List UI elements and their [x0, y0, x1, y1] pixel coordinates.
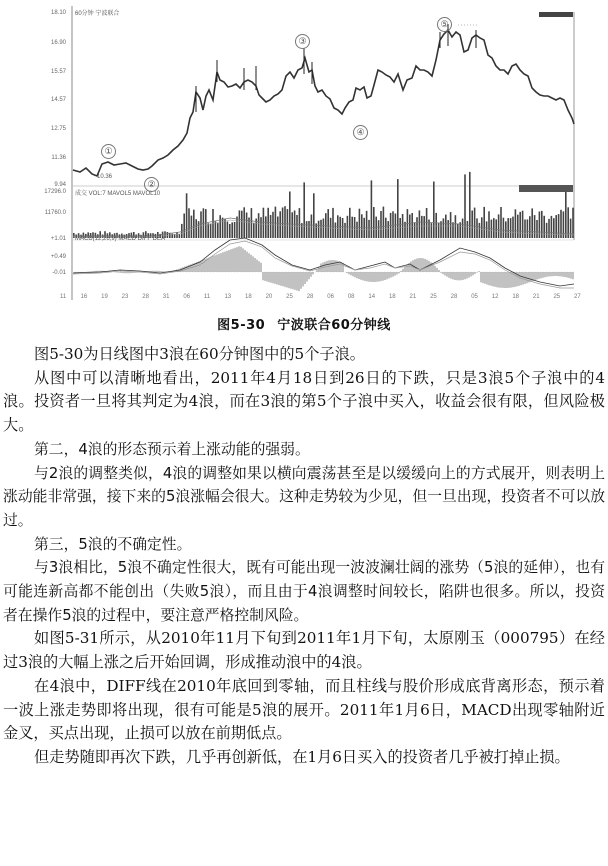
- article-body: [3, 343, 605, 770]
- x-axis-tick: 08: [347, 294, 355, 300]
- x-axis-tick: 06: [327, 294, 334, 300]
- price-axis-label: 18.10: [50, 10, 66, 16]
- price-axis-label: 16.90: [50, 40, 66, 46]
- chart-title: 60分钟 宁波联合: [75, 11, 120, 17]
- x-axis-tick: 28: [306, 294, 314, 300]
- x-axis-tick: 23: [121, 294, 129, 300]
- x-axis-tick: 18: [512, 294, 519, 300]
- volume-legend: 成交 VOL:7 MAVOL5 MAVOL10: [75, 191, 161, 197]
- volume-axis-label: 17296.0: [44, 189, 66, 195]
- price-axis-label: 14.57: [50, 97, 66, 103]
- wave-label-5: ⑤: [437, 17, 452, 32]
- wave-label-1: ①: [101, 144, 116, 159]
- wave-label-3: ③: [295, 34, 310, 49]
- macd-axis-label: +1.01: [50, 236, 66, 242]
- x-axis-tick: 13: [224, 294, 232, 300]
- price-axis-label: 9.94: [54, 182, 66, 188]
- x-axis-tick: 11: [60, 294, 67, 300]
- x-axis-tick: 06: [183, 294, 191, 300]
- x-axis-tick: 18: [388, 294, 396, 300]
- x-axis-tick: 28: [142, 294, 149, 300]
- x-axis-tick: 21: [532, 294, 540, 300]
- wave-label-4: ④: [353, 125, 368, 140]
- stock-chart: [0, 0, 608, 305]
- price-axis-label: 12.75: [50, 126, 66, 132]
- figure-number: 图5-30: [217, 318, 266, 333]
- volume-axis-label: 11760.0: [44, 210, 66, 216]
- x-axis-tick: 31: [162, 294, 170, 300]
- x-axis-tick: 18: [245, 294, 252, 300]
- section-heading: 第二，4浪的形态预示着上涨动能的强弱。: [34, 440, 310, 458]
- x-axis-tick: 25: [430, 294, 437, 300]
- paragraph: 与3浪相比，5浪不确定性很大，既有可能出现一波波澜壮阔的涨势（5浪的延伸），也有可能连新高都不能创出（失败5浪），而且由于4浪调整时间较长，陷阱也很多。所以，投资者在操作5浪的过程中，要注意严格控制风险。: [3, 559, 605, 624]
- x-axis-tick: 05: [471, 294, 478, 300]
- paragraph: 如图5-31所示，从2010年11月下旬到2011年1月下旬，太原刚玉（000795）在经过3浪的大幅上涨之后开始回调，形成推动浪中的4浪。: [3, 629, 605, 672]
- paragraph: 图5-30为日线图中3浪在60分钟图中的5个子浪。: [34, 345, 365, 363]
- x-axis-tick: 27: [574, 294, 581, 300]
- x-axis-tick: 25: [286, 294, 293, 300]
- x-axis-tick: 14: [368, 294, 376, 300]
- macd-legend: MACD(12,26,9) MACD DIFF DEA: [75, 236, 166, 242]
- low-price-mark: 10.36: [97, 174, 113, 180]
- paragraph: 从图中可以清晰地看出，2011年4月18日到26日的下跌，只是3浪5个子浪中的4浪。投资者一旦将其判定为4浪，而在3浪的第5个子浪中买入，收益会很有限，但风险极大。: [3, 368, 605, 435]
- macd-axis-label: -0.01: [52, 270, 66, 276]
- x-axis-tick: 21: [409, 294, 417, 300]
- figure-caption: [0, 314, 608, 333]
- macd-axis-label: +0.49: [50, 254, 66, 260]
- paragraph: 与2浪的调整类似，4浪的调整如果以横向震荡甚至是以缓缓向上的方式展开，则表明上涨动能非常强，接下来的5浪涨幅会很大。这种走势较为少见，但一旦出现，投资者不可以放过。: [3, 464, 605, 529]
- paragraph: 在4浪中，DIFF线在2010年底回到零轴，而且柱线与股价形成底背离形态，预示着一波上涨走势即将出现，很有可能是5浪的展开。2011年1月6日，MACD出现零轴附近金叉，买点出现，止损可以放在前期低点。: [3, 676, 605, 743]
- price-axis-label: 15.57: [50, 69, 66, 75]
- price-axis-label: 11.36: [51, 155, 66, 161]
- wave-label-2: ②: [144, 177, 159, 192]
- x-axis-tick: 28: [450, 294, 458, 300]
- paragraph: 但走势随即再次下跌，几乎再创新低，在1月6日买入的投资者几乎被打掉止损。: [34, 747, 570, 766]
- x-axis-tick: 12: [491, 294, 499, 300]
- x-axis-tick: 11: [203, 294, 211, 300]
- x-axis-tick: 25: [553, 294, 561, 300]
- x-axis-tick: 19: [101, 294, 108, 300]
- x-axis-tick: 16: [80, 294, 88, 300]
- section-heading: 第三，5浪的不确定性。: [34, 535, 192, 553]
- figure-title: 宁波联合60分钟线: [277, 318, 391, 333]
- x-axis-tick: 20: [265, 294, 273, 300]
